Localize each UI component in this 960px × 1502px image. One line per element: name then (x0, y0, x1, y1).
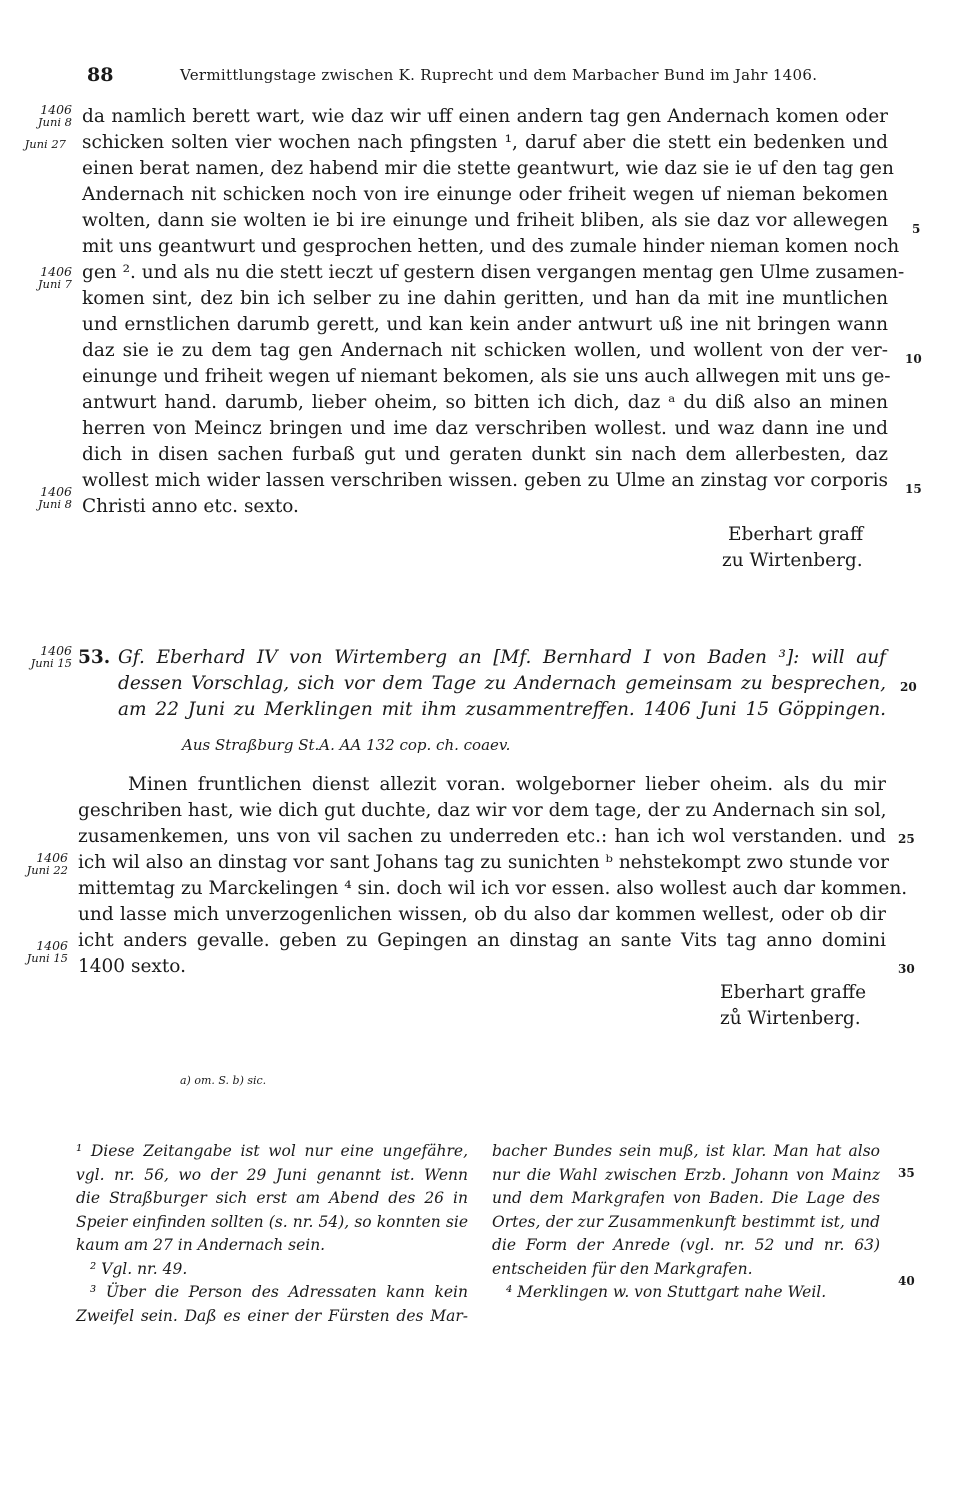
text-line: 1400 sexto. (78, 956, 186, 977)
text-line: dich in disen sachen furbaß gut und geraten dunkt sin nach dem allerbesten, daz (82, 444, 888, 465)
text-line: und ernstlichen darumb gerett, und kan kein ander antwurt uß ine nit bringen wann (82, 314, 888, 335)
text-line: geschriben hast, wie dich gut duchte, daz wir vor dem tage, der zu Andernach sin sol, (78, 800, 887, 821)
footnote-line: die Form der Anrede (vgl. nr. 52 und nr. 63) (492, 1236, 880, 1254)
margin-date: 1406 Juni 22 (26, 850, 68, 877)
margin-date: 1406 Juni 15 (26, 938, 68, 965)
text-line: mittemtag zu Marckelingen ⁴ sin. doch wil ich vor essen. also wollest auch dar kommen. (78, 878, 908, 899)
text-line: wolten, dann sie wolten ie bi ire einunge und friheit bliben, als sie daz vor allewegen (82, 210, 888, 231)
text-line: ich wil also an dinstag vor sant Johans tag zu sunichten ᵇ nehstekompt zwo stunde vor (78, 852, 889, 873)
signature-line: Eberhart graff (728, 524, 864, 545)
document-number: 53. (78, 647, 111, 668)
text-line: Andernach nit schicken noch von ire einunge oder friheit wegen uf nieman bekomen (82, 184, 888, 205)
document-heading-line: am 22 Juni zu Merklingen mit ihm zusammentreffen. 1406 Juni 15 Göppingen. (118, 699, 886, 720)
text-line: schicken solten vier wochen nach pfingsten ¹, daruf aber die stett ein bedenken und (82, 132, 888, 153)
text-line: da namlich berett wart, wie daz wir uff einen andern tag gen Andernach komen oder (82, 106, 888, 127)
text-line: wollest mich wider lassen verschriben wissen. geben zu Ulme an zinstag vor corporis (82, 470, 888, 491)
footnote-line: bacher Bundes sein muß, ist klar. Man hat also (492, 1142, 880, 1160)
footnote-line: ² Vgl. nr. 49. (90, 1259, 188, 1278)
text-line: Minen fruntlichen dienst allezit voran. wolgeborner lieber oheim. als du mir (128, 774, 886, 795)
footnote-line: Speier einfinden sollten (s. nr. 54), so konnten sie (76, 1212, 468, 1231)
footnote-line: die Straßburger sich erst am Abend des 26 in (76, 1189, 468, 1207)
text-line: zusamenkemen, uns von vil sachen zu underreden etc.: han ich wol verstanden. und (78, 826, 886, 847)
footnote-line: Zweifel sein. Daß es einer der Fürsten des Mar- (76, 1306, 468, 1325)
text-line: und lasse mich unverzogenlichen wissen, ob du also dar kommen wellest, oder ob dir (78, 904, 886, 925)
footnote-line: nur die Wahl zwischen Erzb. Johann von Mainz (492, 1165, 880, 1184)
text-line: icht anders gevalle. geben zu Gepingen an dinstag an sante Vits tag anno domini (78, 930, 886, 951)
page-number: 88 (87, 64, 114, 86)
document-heading-line: dessen Vorschlag, sich vor dem Tage zu Andernach gemeinsam zu besprechen, (118, 673, 886, 694)
signature-line: Eberhart graffe (720, 982, 867, 1003)
signature-line: zu Wirtenberg. (722, 550, 863, 571)
variant-notes: a) om. S. b) sic. (180, 1074, 267, 1087)
document-heading-line: Gf. Eberhard IV von Wirtemberg an [Mf. Bernhard I von Baden ³]: will auf (118, 647, 886, 668)
text-line: antwurt hand. darumb, lieber oheim, so bitten ich dich, daz ᵃ du diß also an minen (82, 392, 888, 413)
footnote-line: ³ Über die Person des Adressaten kann kein (90, 1283, 468, 1301)
footnote-line: vgl. nr. 56, wo der 29 Juni genannt ist. Wenn (76, 1165, 468, 1184)
footnote-line: entscheiden für den Markgrafen. (492, 1259, 753, 1278)
line-number: 20 (900, 680, 917, 694)
text-line: mit uns geantwurt und gesprochen hetten, und des zumale hinder nieman komen noch (82, 236, 900, 257)
line-number: 35 (898, 1166, 915, 1180)
footnote-line: ⁴ Merklingen w. von Stuttgart nahe Weil. (506, 1283, 827, 1301)
text-line: einen berat namen, dez habend mir die stette geantwurt, wie daz sie ie uf den tag gen (82, 158, 894, 179)
text-line: herren von Meincz bringen und ime daz verschriben wollest. und waz dann ine und (82, 418, 888, 439)
line-number: 5 (912, 222, 921, 236)
margin-date: Juni 27 (24, 137, 66, 151)
footnote-line: ¹ Diese Zeitangabe ist wol nur eine ungefähre, (76, 1142, 468, 1160)
margin-date: 1406 Juni 7 (37, 264, 72, 291)
line-number: 40 (898, 1274, 915, 1288)
line-number: 30 (898, 962, 915, 976)
footnote-line: und dem Markgrafen von Baden. Die Lage des (492, 1189, 880, 1207)
line-number: 10 (905, 352, 922, 366)
running-title: Vermittlungstage zwischen K. Ruprecht und dem Marbacher Bund im Jahr 1406. (180, 66, 818, 84)
margin-date: 1406 Juni 8 (37, 484, 72, 511)
text-line: einunge und friheit wegen uf niemant bekomen, als sie uns auch allwegen mit uns ge- (82, 366, 891, 387)
text-line: daz sie ie zu dem tag gen Andernach nit schicken wollen, und wollent von der ver- (82, 340, 888, 361)
line-number: 25 (898, 832, 915, 846)
footnote-line: kaum am 27 in Andernach sein. (76, 1236, 326, 1254)
margin-date: 1406 Juni 15 (30, 643, 72, 670)
signature-line: zů Wirtenberg. (720, 1008, 861, 1029)
text-line: Christi anno etc. sexto. (82, 496, 299, 517)
line-number: 15 (905, 482, 922, 496)
footnote-line: Ortes, der zur Zusammenkunft bestimmt ist, und (492, 1212, 880, 1231)
source-note: Aus Straßburg St.A. AA 132 cop. ch. coaev. (182, 736, 511, 754)
text-line: komen sint, dez bin ich selber zu ine dahin geritten, und han da mit ine muntlichen (82, 288, 888, 309)
margin-date: 1406 Juni 8 (37, 102, 72, 129)
text-line: gen ². und als nu die stett ieczt uf gestern disen vergangen mentag gen Ulme zusamen- (82, 262, 905, 283)
